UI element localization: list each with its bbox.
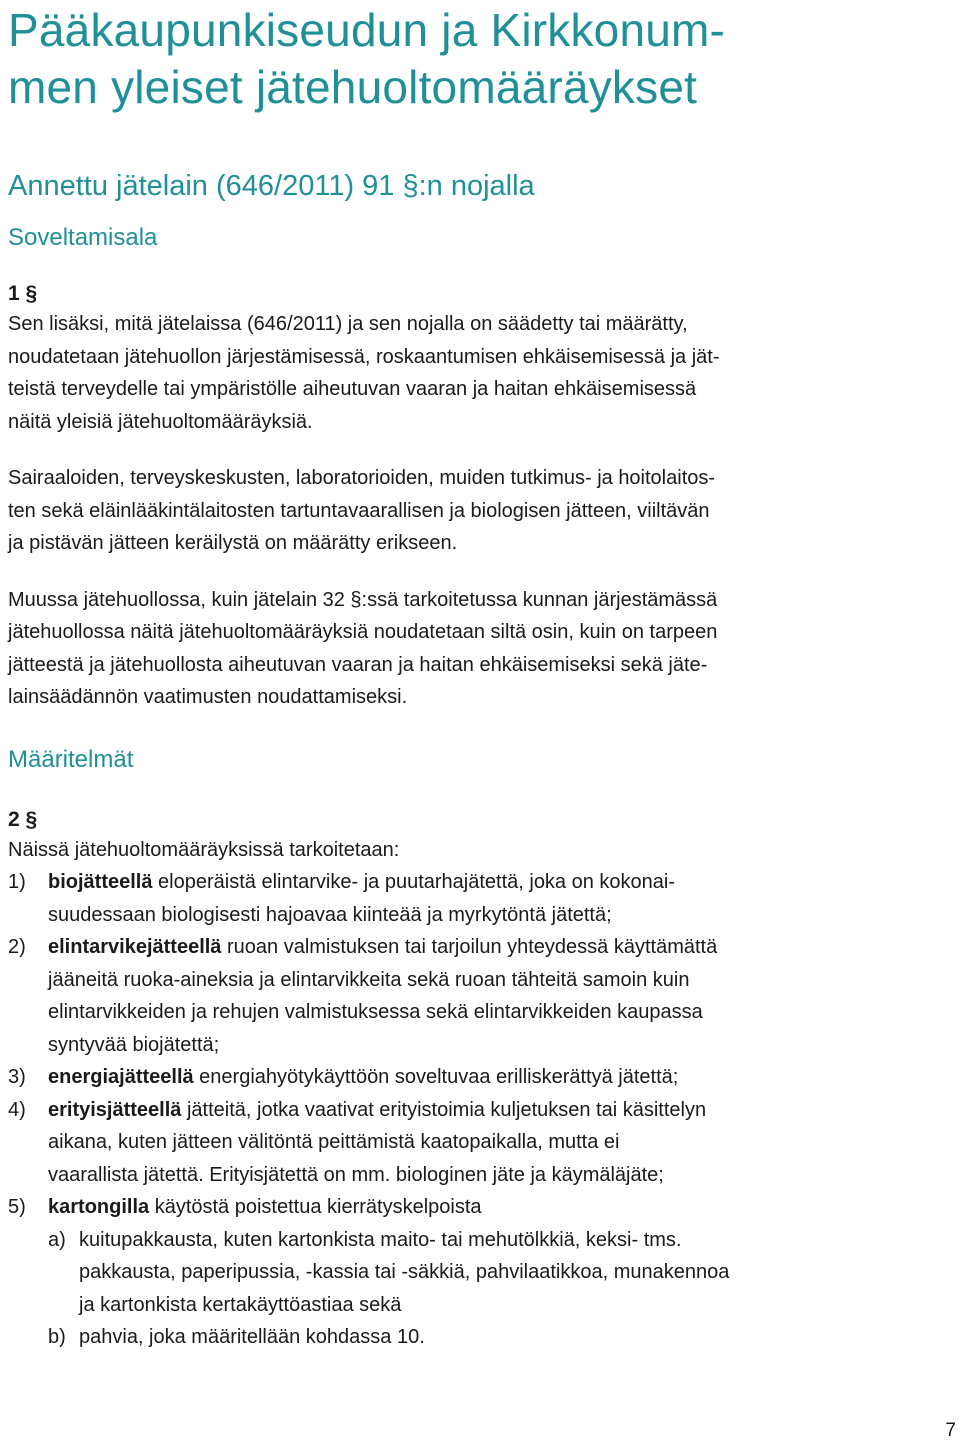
definition-number: 3) <box>8 1066 26 1088</box>
definitions-list <box>8 866 948 1354</box>
paragraph-number: 1 § <box>8 282 38 305</box>
body-paragraph: Sen lisäksi, mitä jätelaissa (646/2011) ja sen nojalla on säädetty tai määrätty, noudatetaan jätehuollon järjestämisessä, roskaantumisen ehkäisemisessä ja jät- teistä terveydelle tai ympäristölle aiheutuvan vaaran ja haitan ehkäisemisessä näitä yleisiä jätehuoltomääräyksiä. <box>8 313 720 433</box>
definition-item <box>8 931 948 1061</box>
page-number: 7 <box>945 1420 956 1441</box>
sub-definition-item <box>48 1321 948 1354</box>
document-subtitle: Annettu jätelain (646/2011) 91 §:n nojalla <box>8 170 535 202</box>
section-heading-maaritelmat: Määritelmät <box>8 745 134 773</box>
sub-definition-text: kuitupakkausta, kuten kartonkista maito- tai mehutölkkiä, keksi- tms. pakkausta, paperipussia, -kassia tai -säkkiä, pahvilaatikkoa, munakennoa ja kartonkista kertakäyttöastiaa sekä <box>79 1228 730 1316</box>
sub-definitions-list <box>48 1224 948 1354</box>
definition-text: käytöstä poistettua kierrätyskelpoista <box>149 1196 482 1218</box>
definition-number: 4) <box>8 1098 26 1121</box>
body-paragraph: Sairaaloiden, terveyskeskusten, laboratorioiden, muiden tutkimus- ja hoitolaitos- ten sekä eläinlääkintälaitosten tartuntavaarallisen ja biologisen jätteen, viiltävän ja pistävän jätteen keräilystä on määrätty erikseen. <box>8 467 716 554</box>
sub-definition-text: pahvia, joka määritellään kohdassa 10. <box>79 1326 425 1348</box>
body-paragraph: Muussa jätehuollossa, kuin jätelain 32 §:ssä tarkoitetussa kunnan järjestämässä jätehuollossa näitä jätehuoltomääräyksiä noudatetaan siltä osin, kuin on tarpeen jätteestä ja jätehuollosta aiheutuvan vaaran ja haitan ehkäisemiseksi sekä jäte- lainsäädännön vaatimusten noudattamiseksi. <box>8 588 718 708</box>
definition-term: kartongilla <box>48 1196 150 1218</box>
definition-text: energiahyötykäyttöön soveltuvaa erilliskerättyä jätettä; <box>193 1066 679 1088</box>
definition-item <box>8 1061 948 1094</box>
definition-item <box>8 1191 948 1354</box>
definition-number: 1) <box>8 871 26 893</box>
definition-term: elintarvikejätteellä <box>48 936 222 958</box>
document-page <box>8 0 948 1354</box>
definition-item <box>8 866 948 931</box>
sub-definition-letter: b) <box>48 1326 66 1348</box>
sub-definition-item <box>48 1224 948 1322</box>
sub-definition-letter: a) <box>48 1228 66 1251</box>
definition-item <box>8 1094 948 1192</box>
definition-text: eloperäistä elintarvike- ja puutarhajätettä, joka on kokonai- suudessaan biologisesti hajoavaa kiinteää ja myrkytöntä jätettä; <box>48 871 676 926</box>
definition-number: 5) <box>8 1196 26 1218</box>
definition-number: 2) <box>8 936 26 958</box>
definition-text: jätteitä, jotka vaativat erityistoimia kuljetuksen tai käsittelyn aikana, kuten jätteen välitöntä peittämistä kaatopaikalla, mutta ei vaarallista jätettä. Erityisjätettä on mm. biologinen jäte ja käymäläjäte; <box>48 1098 707 1186</box>
definition-term: energiajätteellä <box>48 1066 194 1088</box>
definition-term: biojätteellä <box>48 871 153 893</box>
definition-text: ruoan valmistuksen tai tarjoilun yhteydessä käyttämättä jääneitä ruoka-aineksia ja elintarvikkeita sekä ruoan tähteitä samoin kuin elintarvikkeiden ja rehujen valmistuksessa sekä elintarvikkeiden kaupassa syntyvää biojätettä; <box>48 936 718 1056</box>
section-heading-soveltamisala: Soveltamisala <box>8 224 158 251</box>
paragraph-number: 2 § <box>8 807 38 831</box>
document-title: Pääkaupunkiseudun ja Kirkkonum- men yleiset jätehuoltomääräykset <box>8 4 726 113</box>
definition-term: erityisjätteellä <box>48 1098 182 1121</box>
definitions-intro: Näissä jätehuoltomääräyksissä tarkoitetaan: <box>8 838 400 861</box>
